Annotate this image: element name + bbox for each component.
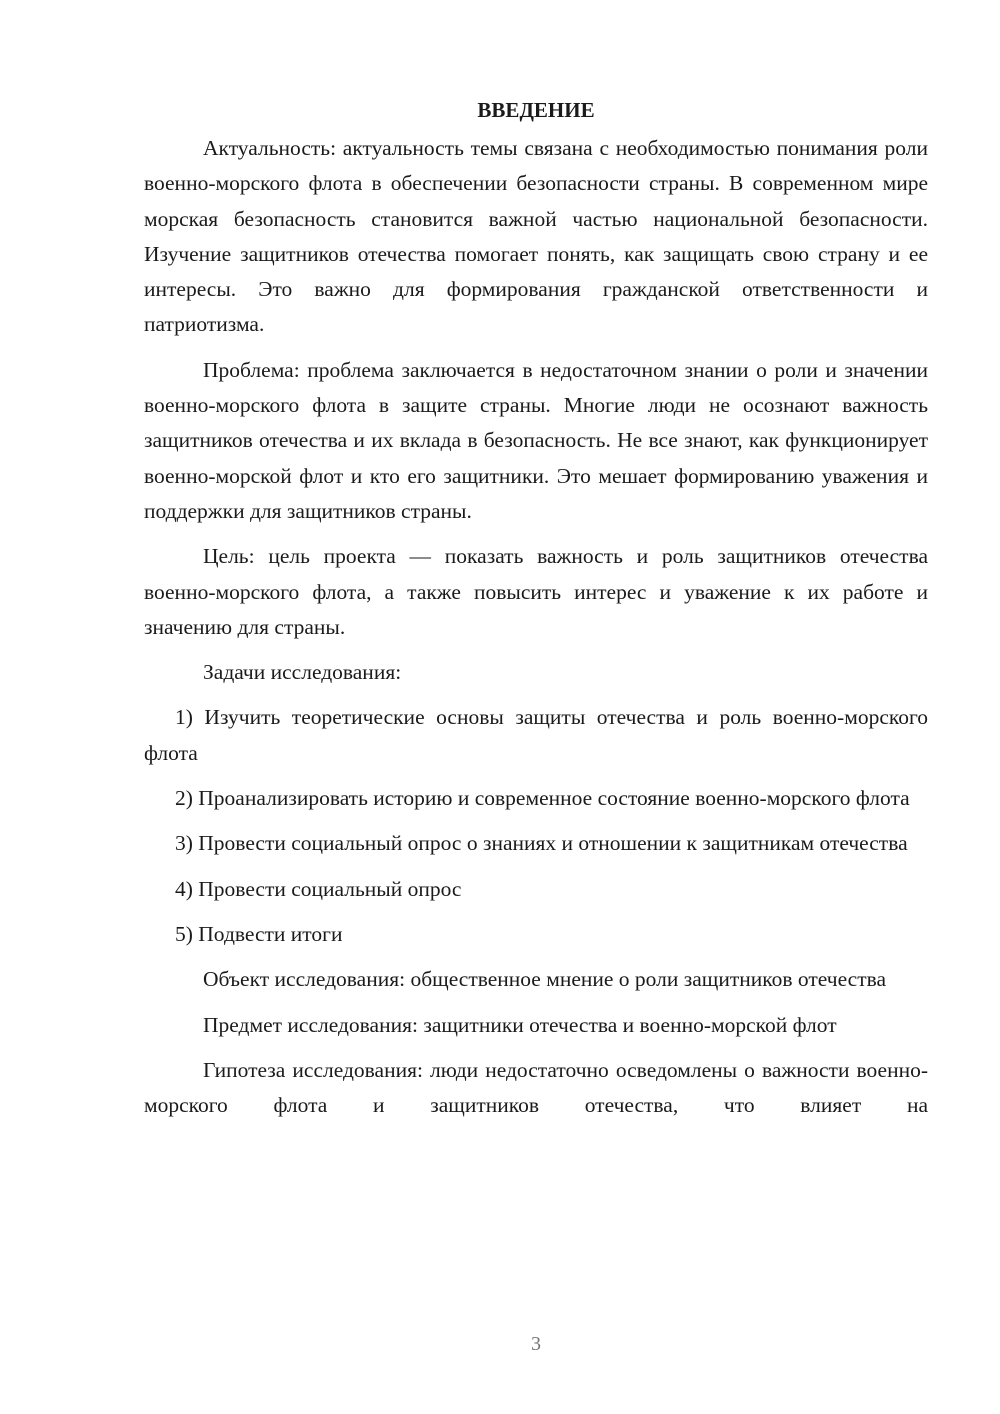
tasks-heading: Задачи исследования: bbox=[203, 660, 402, 685]
page-content bbox=[144, 93, 928, 1133]
relevance-paragraph: Актуальность: актуальность темы связана с необходимостью понимания роли военно-морского флота в обеспечении безопасности страны. В современном мире морская безопасность становится важной частью национальной безопасности. Изучение защитников отечества помогает понять, как защищать свою страну и ее интересы. Это важно для формирования гражданской ответственности и патриотизма. bbox=[144, 136, 928, 337]
page-title: ВВЕДЕНИЕ bbox=[477, 98, 595, 122]
task-item-4: 4) Провести социальный опрос bbox=[175, 876, 462, 901]
task-item-3: 3) Провести социальный опрос о знаниях и отношении к защитникам отечества bbox=[175, 831, 908, 856]
page-number: 3 bbox=[531, 1333, 541, 1355]
task-item-5: 5) Подвести итоги bbox=[175, 921, 343, 946]
goal-paragraph: Цель: цель проекта — показать важность и роль защитников отечества военно-морского флота, а также повысить интерес и уважение к их работе и значению для страны. bbox=[144, 544, 928, 639]
task-item-2: 2) Проанализировать историю и современное состояние военно-морского флота bbox=[175, 786, 910, 811]
subject-paragraph: Предмет исследования: защитники отечества и военно-морской флот bbox=[203, 1012, 837, 1037]
object-paragraph: Объект исследования: общественное мнение о роли защитников отечества bbox=[203, 967, 887, 992]
problem-paragraph: Проблема: проблема заключается в недостаточном знании о роли и значении военно-морского флота в защите страны. Многие люди не осознают важность защитников отечества и их вклада в безопасность. Не все знают, как функционирует военно-морской флот и кто его защитники. Это мешает формированию уважения и поддержки для защитников страны. bbox=[144, 357, 928, 523]
hypothesis-paragraph: Гипотеза исследования: люди недостаточно осведомлены о важности военно-морского флота и защитников отечества, что влияет на bbox=[144, 1057, 928, 1118]
task-item-1: 1) Изучить теоретические основы защиты отечества и роль военно-морского флота bbox=[144, 705, 928, 765]
